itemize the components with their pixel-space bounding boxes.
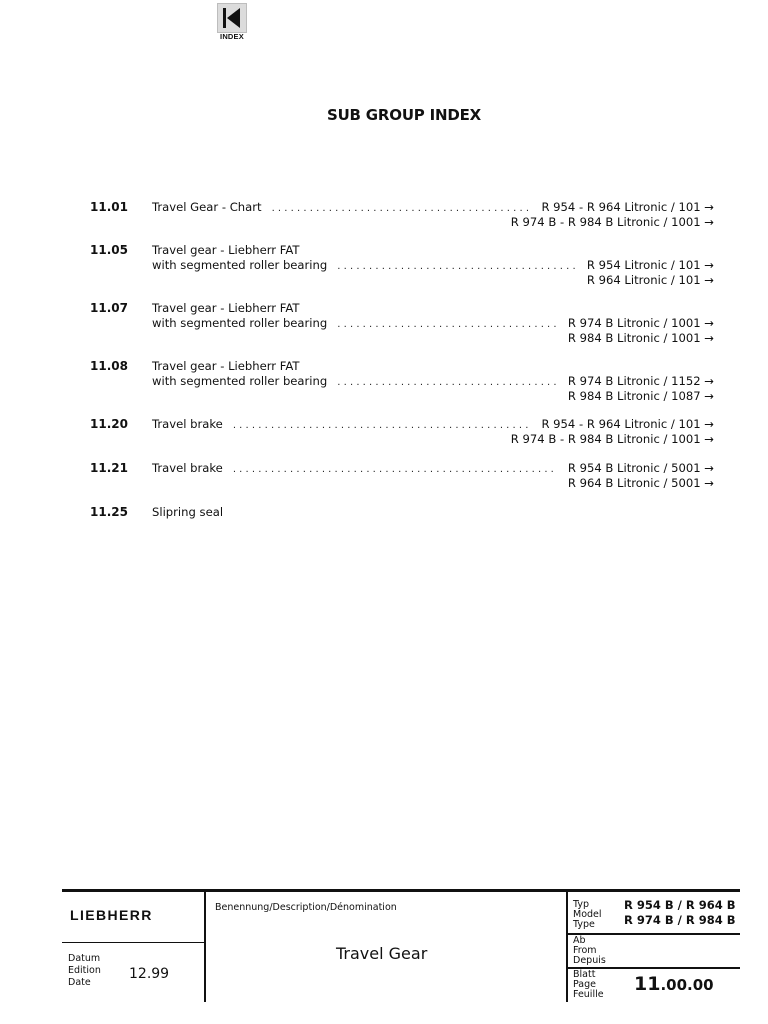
skip-to-start-icon: [218, 4, 246, 32]
page-number-major: 11: [634, 973, 661, 995]
entry-type-range: R 984 B Litronic / 1001 →: [567, 331, 714, 345]
entry-description: with segmented roller bearing: [152, 316, 328, 330]
blatt-label: Blatt: [573, 969, 596, 980]
type-values: [624, 898, 735, 928]
type-labels: [573, 900, 602, 930]
title-block: [62, 889, 740, 1004]
datum-label: Datum: [68, 953, 101, 964]
dot-leader: [337, 259, 577, 274]
model-label: Model: [573, 909, 602, 920]
entry-line: [152, 200, 714, 215]
type-value: R 954 B / R 964 B: [624, 898, 736, 912]
type-value: R 974 B / R 984 B: [624, 913, 736, 927]
entry-line: [152, 417, 714, 432]
liebherr-logo: LIEBHERR: [70, 907, 153, 923]
entry-description: Travel brake: [152, 461, 223, 475]
sub-group-number: 11.05: [90, 243, 128, 257]
index-label: INDEX: [220, 32, 244, 41]
entry-type-range: R 954 - R 964 Litronic / 101 →: [541, 200, 714, 214]
footer-divider: [62, 942, 205, 943]
type-label: Type: [573, 919, 595, 930]
entry-description: Travel Gear - Chart: [152, 200, 262, 214]
entry-description: with segmented roller bearing: [152, 258, 328, 272]
entry-type-range: R 954 B Litronic / 5001 →: [567, 461, 714, 475]
dot-leader: [337, 375, 558, 390]
datum-labels: [68, 953, 101, 989]
entry-description: with segmented roller bearing: [152, 374, 328, 388]
page-label: Page: [573, 979, 596, 990]
footer-top-rule: [62, 889, 740, 892]
entry-type-range: R 974 B - R 984 B Litronic / 1001 →: [510, 215, 714, 229]
page-number-minor: .00.00: [660, 976, 714, 994]
entry-description: Travel gear - Liebherr FAT: [152, 243, 300, 257]
page-labels: [573, 970, 604, 1000]
entry-line: [152, 316, 714, 331]
entry-type-range: R 974 B - R 984 B Litronic / 1001 →: [510, 432, 714, 446]
sub-group-number: 11.08: [90, 359, 128, 373]
entry-type-range: R 974 B Litronic / 1001 →: [567, 316, 714, 330]
entry-type-range: R 964 Litronic / 101 →: [586, 273, 714, 287]
description-value: Travel Gear: [336, 944, 428, 963]
footer-divider: [567, 933, 740, 935]
typ-label: Typ: [573, 899, 589, 910]
entry-description: Slipring seal: [152, 505, 224, 519]
edition-value: 12.99: [129, 966, 170, 982]
entry-type-range: R 954 Litronic / 101 →: [586, 258, 714, 272]
footer-divider: [566, 889, 568, 1002]
entry-line: [152, 461, 714, 476]
sub-group-number: 11.25: [90, 505, 128, 519]
index-button[interactable]: [217, 3, 247, 33]
page-number: [634, 973, 714, 995]
sub-group-number: 11.21: [90, 461, 128, 475]
from-labels: [573, 936, 606, 966]
date-label: Date: [68, 977, 91, 988]
feuille-label: Feuille: [573, 989, 604, 1000]
entry-type-range: R 984 B Litronic / 1087 →: [567, 389, 714, 403]
page-title: SUB GROUP INDEX: [326, 106, 482, 124]
description-caption: Benennung/Description/Dénomination: [215, 902, 397, 913]
sub-group-number: 11.07: [90, 301, 128, 315]
entry-type-range: R 974 B Litronic / 1152 →: [567, 374, 714, 388]
sub-group-number: 11.01: [90, 200, 128, 214]
dot-leader: [233, 462, 558, 477]
entry-description: Travel brake: [152, 417, 223, 431]
entry-description: Travel gear - Liebherr FAT: [152, 359, 300, 373]
from-label: From: [573, 945, 597, 956]
entry-line: [152, 374, 714, 389]
entry-type-range: R 964 B Litronic / 5001 →: [567, 476, 714, 490]
entry-line: [152, 258, 714, 273]
entry-description: Travel gear - Liebherr FAT: [152, 301, 300, 315]
sub-group-number: 11.20: [90, 417, 128, 431]
dot-leader: [272, 201, 532, 216]
ab-label: Ab: [573, 935, 586, 946]
dot-leader: [233, 418, 532, 433]
edition-label: Edition: [68, 965, 101, 976]
footer-divider: [204, 889, 206, 1002]
dot-leader: [337, 317, 558, 332]
depuis-label: Depuis: [573, 955, 606, 966]
entry-type-range: R 954 - R 964 Litronic / 101 →: [541, 417, 714, 431]
